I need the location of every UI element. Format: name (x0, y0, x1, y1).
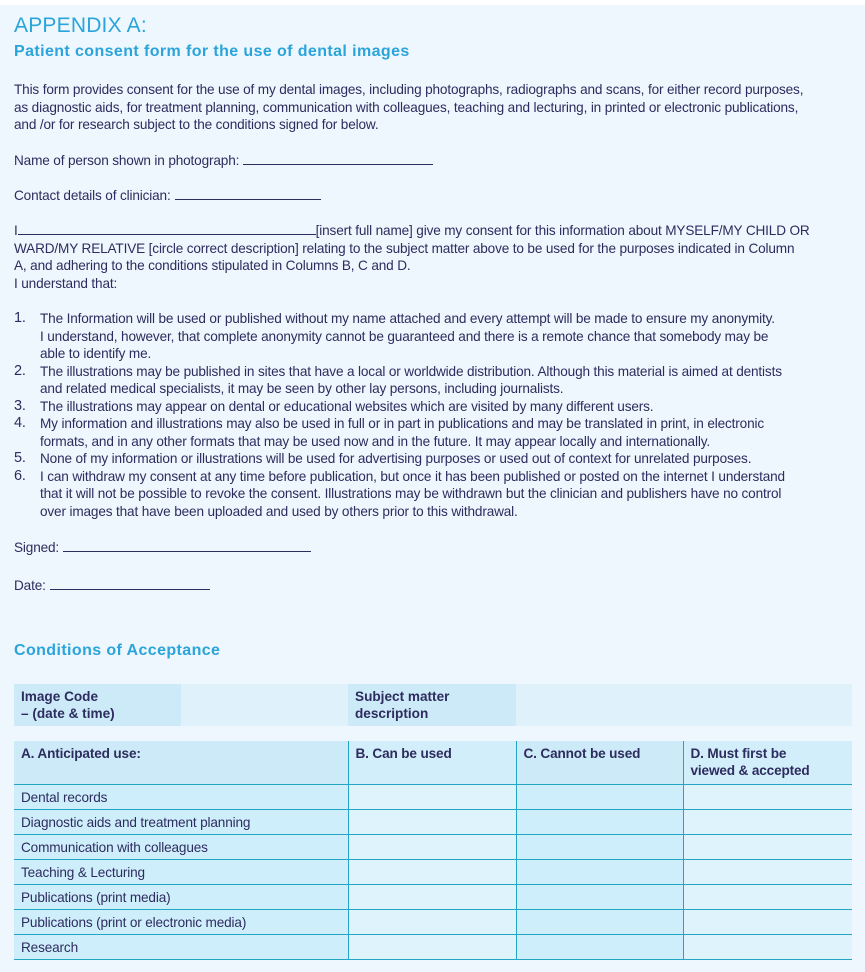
must-view-cell[interactable] (683, 784, 852, 809)
list-number: 3. (14, 397, 26, 414)
consent-statement (14, 221, 859, 292)
clinician-field (14, 186, 321, 203)
list-line: and related medical specialists, it may be seen by other lay persons, including journalists. (40, 381, 564, 396)
subject-label-line: Subject matter (355, 689, 450, 704)
image-code-label-line: Image Code (21, 689, 99, 704)
consent-line-4: I understand that: (14, 275, 118, 291)
list-item (14, 310, 859, 363)
understanding-list (14, 310, 859, 520)
list-item (14, 415, 859, 450)
list-number: 5. (14, 450, 26, 466)
must-view-cell[interactable] (683, 859, 852, 884)
table-row (14, 934, 852, 959)
must-view-cell[interactable] (683, 934, 852, 959)
can-be-used-cell[interactable] (348, 809, 516, 834)
clinician-input[interactable] (175, 186, 321, 200)
can-be-used-cell[interactable] (348, 859, 516, 884)
list-item (14, 468, 859, 521)
image-code-label-line: – (date & time) (21, 706, 115, 721)
intro-line: as diagnostic aids, for treatment planning, communication with colleagues, teaching and lecturing, in printed or electronic publications, (14, 99, 799, 115)
header-must-first-be-viewed (683, 741, 852, 784)
table-row (14, 909, 852, 934)
table-row (14, 859, 852, 884)
full-name-input[interactable] (18, 221, 316, 235)
consent-line-1 (14, 221, 859, 240)
consent-line-1-rest: [insert full name] give my consent for this information about MYSELF/MY CHILD OR (315, 223, 810, 238)
list-line: The illustrations may be published in sites that have a local or worldwide distribution. Although this material is aimed at dentists (40, 363, 782, 379)
header-d-line: D. Must first be (690, 746, 787, 761)
cannot-be-used-cell[interactable] (516, 859, 683, 884)
must-view-cell[interactable] (683, 834, 852, 859)
table-row (14, 834, 852, 859)
appendix-title: APPENDIX A: (14, 14, 147, 37)
use-label: Publications (print or electronic media) (14, 909, 348, 934)
list-line: formats, and in any other formats that may be used now and in the future. It may appear locally and internationally. (40, 433, 710, 449)
form-subtitle: Patient consent form for the use of dental images (14, 43, 410, 60)
intro-line: This form provides consent for the use of my dental images, including photographs, radiographs and scans, for either record purposes, (14, 82, 804, 97)
use-label: Publications (print media) (14, 884, 348, 909)
consent-prefix: I (14, 223, 18, 238)
header-can-be-used: B. Can be used (348, 741, 516, 784)
list-number: 4. (14, 415, 26, 431)
date-label: Date: (14, 578, 46, 593)
list-number: 1. (14, 310, 26, 326)
list-line: The illustrations may appear on dental or educational websites which are visited by many different users. (40, 398, 654, 414)
can-be-used-cell[interactable] (348, 934, 516, 959)
list-line: None of my information or illustrations will be used for advertising purposes or used out of context for unrelated purposes. (40, 451, 752, 466)
use-label: Teaching & Lecturing (14, 859, 348, 884)
subject-matter-input[interactable] (516, 684, 852, 726)
consent-line-2: WARD/MY RELATIVE [circle correct description] relating to the subject matter above to be used for the purposes indicated in Column (14, 240, 795, 256)
consent-form-page (0, 5, 865, 972)
must-view-cell[interactable] (683, 809, 852, 834)
table-row (14, 784, 852, 809)
person-name-label: Name of person shown in photograph: (14, 153, 240, 168)
cannot-be-used-cell[interactable] (516, 909, 683, 934)
signed-label: Signed: (14, 540, 60, 555)
use-label: Research (14, 934, 348, 959)
cannot-be-used-cell[interactable] (516, 884, 683, 909)
intro-paragraph (14, 81, 859, 134)
list-line: My information and illustrations may also be used in full or in part in publications and may be translated in print, in electronic (40, 416, 765, 431)
person-name-field (14, 151, 433, 168)
list-line: I can withdraw my consent at any time before publication, but once it has been published or posted on the internet I understand (40, 468, 785, 484)
list-number: 6. (14, 467, 26, 484)
signed-field (14, 538, 311, 555)
cannot-be-used-cell[interactable] (516, 934, 683, 959)
use-label: Dental records (14, 784, 348, 809)
cannot-be-used-cell[interactable] (516, 834, 683, 859)
list-line: over images that have been uploaded and used by others prior to this withdrawal. (40, 503, 518, 519)
anticipated-use-table (14, 741, 852, 960)
clinician-label: Contact details of clinician: (14, 188, 171, 203)
list-number: 2. (14, 362, 26, 379)
header-anticipated-use: A. Anticipated use: (14, 741, 348, 784)
use-label: Diagnostic aids and treatment planning (14, 809, 348, 834)
list-line: The Information will be used or published without my name attached and every attempt will be made to ensure my anonymity. (40, 311, 775, 326)
consent-line-3: A, and adhering to the conditions stipulated in Columns B, C and D. (14, 258, 411, 273)
table-row (14, 809, 852, 834)
subject-matter-label (348, 684, 516, 726)
table-row (14, 884, 852, 909)
can-be-used-cell[interactable] (348, 909, 516, 934)
use-label: Communication with colleagues (14, 834, 348, 859)
image-code-row (14, 684, 852, 726)
subject-label-line: description (355, 706, 429, 721)
list-line: that it will not be possible to revoke the consent. Illustrations may be withdrawn but the clinician and publishers have no control (40, 486, 782, 501)
header-cannot-be-used: C. Cannot be used (516, 741, 683, 784)
must-view-cell[interactable] (683, 884, 852, 909)
must-view-cell[interactable] (683, 909, 852, 934)
table-header-row (14, 741, 852, 784)
signature-input[interactable] (63, 538, 311, 552)
can-be-used-cell[interactable] (348, 834, 516, 859)
list-item (14, 450, 859, 468)
can-be-used-cell[interactable] (348, 784, 516, 809)
intro-line: and /or for research subject to the conditions signed for below. (14, 117, 379, 132)
can-be-used-cell[interactable] (348, 884, 516, 909)
list-line: able to identify me. (40, 346, 152, 361)
header-d-line: viewed & accepted (690, 763, 810, 778)
list-item (14, 398, 859, 416)
conditions-title: Conditions of Acceptance (14, 642, 221, 659)
cannot-be-used-cell[interactable] (516, 784, 683, 809)
image-code-label (14, 684, 181, 726)
date-input[interactable] (50, 576, 210, 590)
person-name-input[interactable] (243, 151, 433, 165)
image-code-input[interactable] (181, 684, 348, 726)
cannot-be-used-cell[interactable] (516, 809, 683, 834)
date-field (14, 576, 210, 593)
list-line: I understand, however, that complete anonymity cannot be guaranteed and there is a remote chance that somebody may be (40, 328, 769, 344)
list-item (14, 363, 859, 398)
